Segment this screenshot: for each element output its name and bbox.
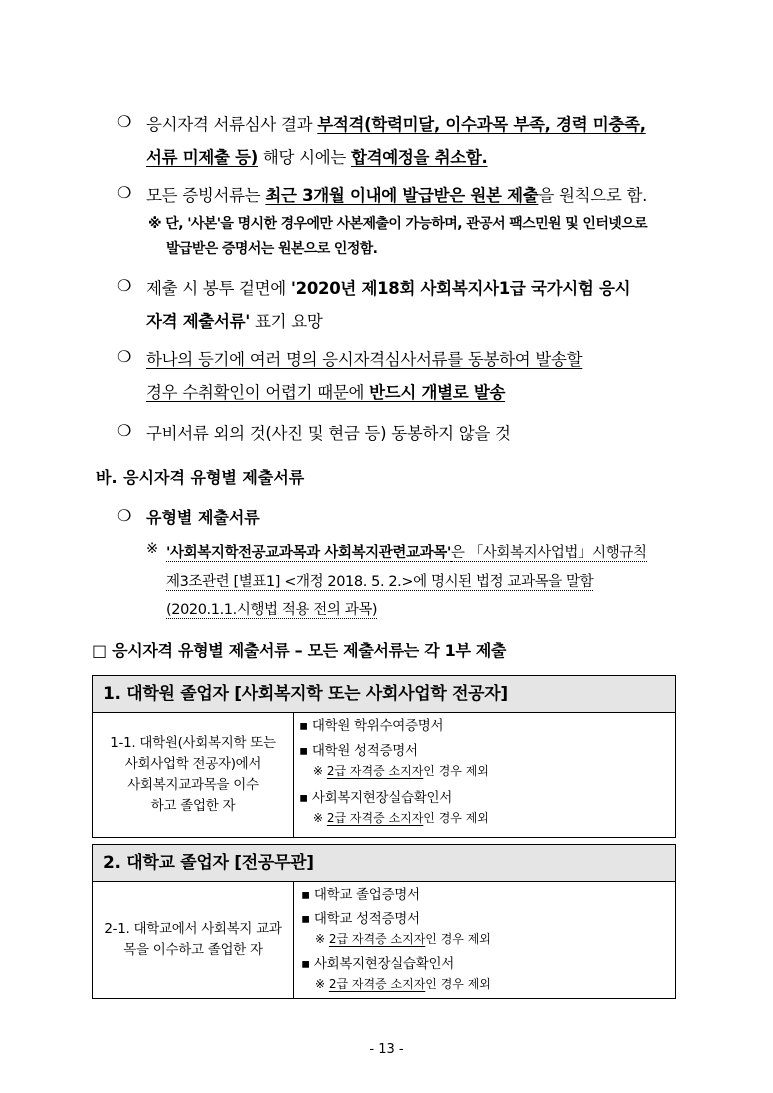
bullet-1-line-1 (146, 111, 646, 135)
remark-line-1 (166, 541, 647, 562)
text-run: '사회복지학전공교과목과 사회복지관련교과목' (166, 545, 451, 561)
category-line: 목을 이수하고 졸업한 자 (123, 942, 263, 958)
text-run: 을 원칙으로 함. (538, 186, 648, 205)
text-run: (2020.1.1.시행법 적용 전의 과목) (166, 602, 378, 618)
category-line: 1-1. 대학원(사회복지학 또는 (110, 735, 276, 751)
document-item: ▪ 대학교 성적증명서 (301, 911, 420, 927)
table-title: 2. 대학교 졸업자 [전공무관] (93, 845, 675, 882)
text-run: 자격 제출서류' (146, 312, 251, 331)
text-run: 응시자격 서류심사 결과 (146, 115, 318, 134)
text-run: 모든 증빙서류는 (146, 186, 266, 205)
bullet-5-line-1: 구비서류 외의 것(사진 및 현금 등) 동봉하지 않을 것 (146, 424, 511, 443)
page-number: - 13 - (369, 1042, 404, 1057)
bullet-symbol: ❍ (117, 112, 132, 131)
remark-line-3 (166, 598, 377, 619)
text-run: 2급 자격증 소지자 (328, 977, 426, 991)
text-run: 2급 자격증 소지자 (326, 764, 424, 778)
document-note (301, 975, 675, 993)
bullet-3-line-1 (146, 275, 630, 299)
remark-mark: ※ (146, 541, 158, 557)
text-run: 2급 자격증 소지자 (328, 932, 426, 946)
table-category-cell (93, 713, 294, 837)
bullet-symbol: ❍ (117, 506, 132, 525)
remark-line-2 (166, 570, 593, 591)
table-title: 1. 대학원 졸업자 [사회복지학 또는 사회사업학 전공자] (93, 676, 675, 713)
text-run: 부적격(학력미달, 이수과목 부족, 경력 미충족, (317, 115, 646, 134)
bullet-symbol: ❍ (117, 347, 132, 366)
submission-heading: □ 응시자격 유형별 제출서류 – 모든 제출서류는 각 1부 제출 (92, 641, 507, 660)
section-heading: 바. 응시자격 유형별 제출서류 (96, 468, 305, 487)
bullet-4-line-1 (146, 346, 582, 370)
bullet-4-line-2 (146, 379, 505, 403)
text-run: 은 「사회복지사업법」시행규칙 (450, 545, 647, 561)
table-documents-cell (295, 882, 675, 998)
bullet-2-note-line-1: ※ 단, '사본'을 명시한 경우에만 사본제출이 가능하며, 관공서 팩스민원 및 인터넷으로 (148, 216, 648, 232)
document-item: ▪ 사회복지현장실습확인서 (299, 790, 452, 806)
bullet-2-line-1 (146, 182, 647, 206)
text-run: 반드시 개별로 발송 (369, 383, 506, 402)
text-run: 인 경우 제외 (423, 764, 489, 778)
text-run: 해당 시에는 (257, 148, 351, 167)
text-run: 제3조관련 [별표1] <개정 2018. 5. 2.>에 명시된 법정 교과목을 말함 (166, 574, 594, 590)
text-run: 표기 요망 (250, 312, 323, 331)
document-item: ▪ 대학원 성적증명서 (299, 743, 418, 759)
text-run: 합격예정을 취소함. (351, 148, 488, 167)
category-line: 사회복지교과목을 이수 (127, 777, 259, 793)
document-note (299, 762, 675, 780)
sub-heading: 유형별 제출서류 (146, 508, 260, 527)
text-run: 2급 자격증 소지자 (326, 811, 424, 825)
document-note (299, 809, 675, 827)
text-run: 인 경우 제외 (423, 811, 489, 825)
table-university (92, 844, 676, 999)
document-note (301, 930, 675, 948)
text-run: 인 경우 제외 (425, 977, 491, 991)
text-run: 하나의 등기에 여러 명의 응시자격심사서류를 동봉하여 발송할 (146, 350, 583, 369)
table-category-text (104, 919, 281, 961)
category-line: 2-1. 대학교에서 사회복지 교과 (104, 921, 282, 937)
bullet-symbol: ❍ (117, 183, 132, 202)
text-run: ※ (313, 811, 327, 825)
document-item: ▪ 대학교 졸업증명서 (301, 887, 420, 903)
bullet-3-line-2 (146, 308, 322, 332)
category-line: 사회사업학 전공자)에서 (124, 756, 262, 772)
document-item: ▪ 대학원 학위수여증명서 (299, 718, 444, 734)
document-item: ▪ 사회복지현장실습확인서 (301, 956, 454, 972)
text-run: ※ (313, 764, 327, 778)
bullet-2-note-line-2: 발급받은 증명서는 원본으로 인정함. (166, 241, 378, 257)
text-run: 제출 시 봉투 겉면에 (146, 279, 291, 298)
bullet-1-line-2 (146, 144, 488, 168)
table-graduate-school (92, 675, 676, 838)
bullet-symbol: ❍ (117, 421, 132, 440)
table-body (93, 882, 675, 998)
table-documents-cell (293, 713, 675, 837)
table-category-cell (93, 882, 294, 998)
table-body (93, 713, 675, 837)
text-run: 서류 미제출 등) (146, 148, 258, 167)
category-line: 하고 졸업한 자 (150, 798, 236, 814)
bullet-symbol: ❍ (117, 276, 132, 295)
text-run: '2020년 제18회 사회복지사1급 국가시험 응시 (290, 279, 631, 298)
table-category-text (110, 733, 276, 817)
text-run: 인 경우 제외 (425, 932, 491, 946)
text-run: ※ (315, 977, 329, 991)
text-run: 최근 3개월 이내에 발급받은 원본 제출 (265, 186, 539, 205)
text-run: ※ (315, 932, 329, 946)
text-run: 경우 수취확인이 어렵기 때문에 (146, 383, 370, 402)
